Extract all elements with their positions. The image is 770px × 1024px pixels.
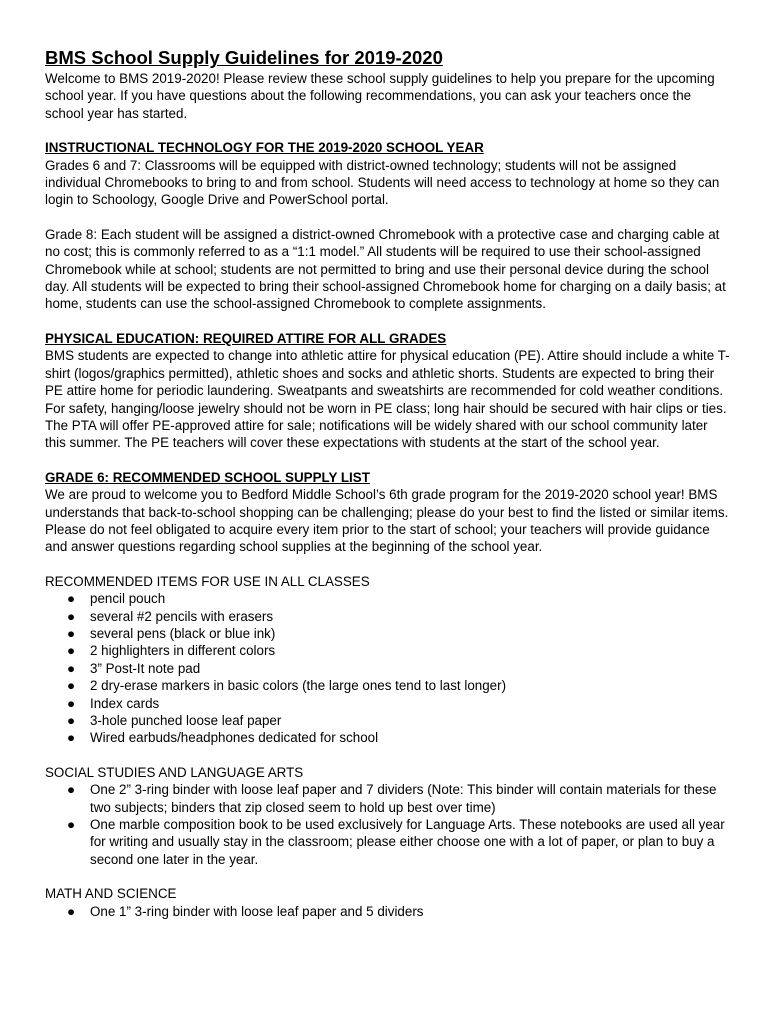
tech-grade-8-paragraph: Grade 8: Each student will be assigned a district-owned Chromebook with a protective case and charging cable at no cost; this is commonly referred to as a “1:1 model.” All students will be required to use their school-assigned Chromebook while at school; students are not permitted to bring and use their personal device during the school day. All students will be expected to bring their school-assigned Chromebook home for charging on a daily basis; at home, students can use the school-assigned Chromebook to complete assignments. bbox=[45, 226, 726, 312]
all-classes-list bbox=[45, 590, 730, 747]
list-item: ● 2 highlighters in different colors bbox=[67, 643, 276, 659]
math-science-list bbox=[45, 903, 730, 920]
bullet-icon: ● bbox=[67, 660, 76, 676]
grade6-paragraph: We are proud to welcome you to Bedford Middle School’s 6th grade program for the 2019-2020 school year! BMS understands that back-to-school shopping can be challenging; please do your best to find the listed or similar items. Please do not feel obligated to acquire every item prior to the start of school; your teachers will provide guidance and answer questions regarding school supplies at the beginning of the school year. bbox=[45, 487, 729, 555]
list-item: ● several #2 pencils with erasers bbox=[67, 608, 274, 624]
list-item: ● Wired earbuds/headphones dedicated for school bbox=[67, 730, 379, 746]
list-item: ● 3-hole punched loose leaf paper bbox=[67, 713, 282, 728]
pe-heading: PHYSICAL EDUCATION: REQUIRED ATTIRE FOR ALL GRADES bbox=[45, 330, 447, 346]
list-item: ● One 1” 3-ring binder with loose leaf paper and 5 dividers bbox=[67, 903, 424, 919]
list-item: ● pencil pouch bbox=[67, 591, 166, 607]
bullet-icon: ● bbox=[67, 625, 76, 641]
document-page bbox=[45, 46, 730, 920]
bullet-icon: ● bbox=[67, 817, 76, 833]
list-item: ● 2 dry-erase markers in basic colors (the large ones tend to last longer) bbox=[67, 678, 507, 694]
bullet-icon: ● bbox=[67, 643, 76, 659]
bullet-icon: ● bbox=[67, 695, 76, 711]
list-item: ● several pens (black or blue ink) bbox=[67, 625, 276, 641]
page-title: BMS School Supply Guidelines for 2019-2020 bbox=[45, 47, 443, 68]
list-item: ● Index cards bbox=[67, 695, 160, 711]
bullet-icon: ● bbox=[67, 678, 76, 694]
bullet-icon: ● bbox=[67, 903, 76, 919]
ss-la-heading: SOCIAL STUDIES AND LANGUAGE ARTS bbox=[45, 764, 304, 780]
bullet-icon: ● bbox=[67, 730, 76, 746]
ss-la-list bbox=[45, 781, 730, 868]
list-item: ● 3” Post-It note pad bbox=[67, 660, 201, 676]
pe-paragraph: BMS students are expected to change into athletic attire for physical education (PE). Attire should include a white T-shirt (logos/graphics permitted), athletic shoes and socks and athletic shorts. Students are expected to bring their PE attire home for periodic laundering. Sweatpants and sweatshirts are recommended for cold weather conditions. For safety, hanging/loose jewelry should not be worn in PE class; long hair should be secured with hair clips or ties. The PTA will offer PE-approved attire for sale; notifications will be widely shared with our school community later this summer. The PE teachers will cover these expectations with students at the start of the school year. bbox=[45, 348, 730, 451]
tech-heading: INSTRUCTIONAL TECHNOLOGY FOR THE 2019-2020 SCHOOL YEAR bbox=[45, 140, 484, 156]
bullet-icon: ● bbox=[67, 591, 76, 607]
list-item: ● One marble composition book to be used exclusively for Language Arts. These notebooks are used all year for writing and usually stay in the classroom; please either choose one with a lot of paper, or plan to buy a second one later in the year. bbox=[67, 817, 725, 867]
all-classes-heading: RECOMMENDED ITEMS FOR USE IN ALL CLASSES bbox=[45, 573, 370, 589]
bullet-icon: ● bbox=[67, 608, 76, 624]
list-item: ● One 2” 3-ring binder with loose leaf paper and 7 dividers (Note: This binder will contain materials for these two subjects; binders that zip closed seem to hold up best over time) bbox=[67, 782, 717, 815]
bullet-icon: ● bbox=[67, 713, 76, 728]
intro-paragraph: Welcome to BMS 2019-2020! Please review these school supply guidelines to help you prepare for the upcoming school year. If you have questions about the following recommendations, you can ask your teachers once the school year has started. bbox=[45, 71, 715, 121]
bullet-icon: ● bbox=[67, 782, 76, 798]
tech-grades-6-7-paragraph: Grades 6 and 7: Classrooms will be equipped with district-owned technology; students will not be assigned individual Chromebooks to bring to and from school. Students will need access to technology at home so they can login to Schoology, Google Drive and PowerSchool portal. bbox=[45, 157, 720, 208]
grade6-heading: GRADE 6: RECOMMENDED SCHOOL SUPPLY LIST bbox=[45, 469, 370, 485]
math-science-heading: MATH AND SCIENCE bbox=[45, 886, 177, 902]
